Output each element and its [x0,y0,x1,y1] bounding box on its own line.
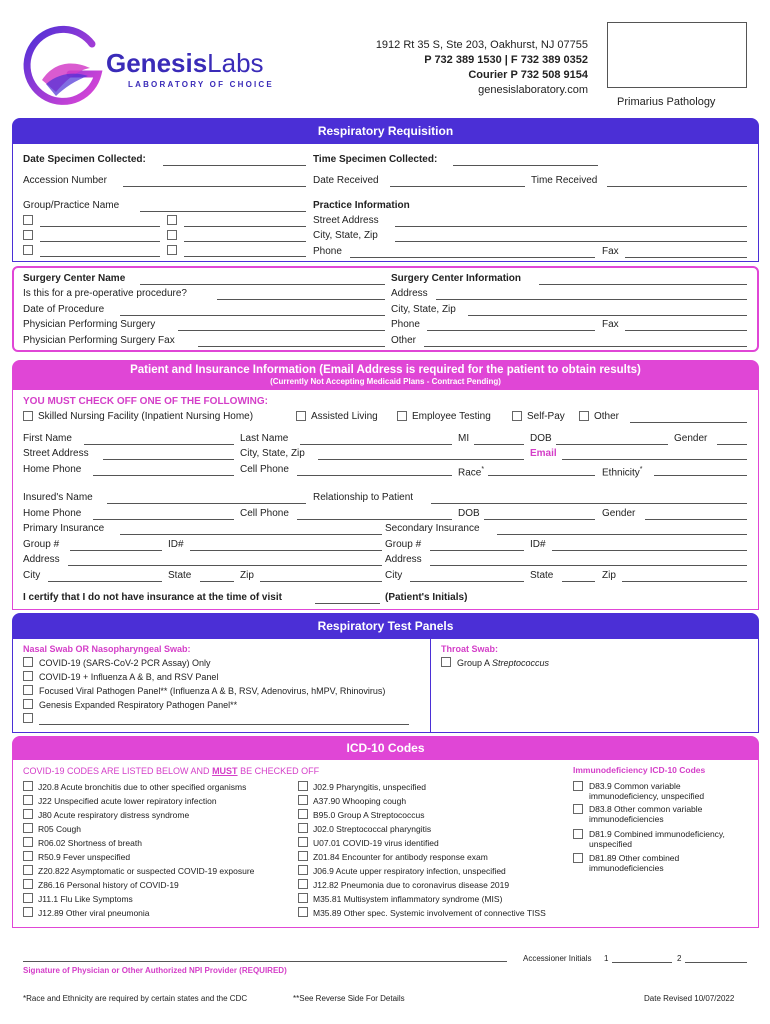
date-procedure-label: Date of Procedure [23,304,105,315]
icd-general-label: J12.82 Pneumonia due to coronavirus disease 2019 [313,880,510,890]
group-line-1b[interactable] [184,226,306,227]
secondary-id-label: ID# [530,539,546,550]
group-checkbox-2b[interactable] [167,230,177,240]
icd-immuno-label: unspecified [589,839,633,849]
group-checkbox-3a[interactable] [23,245,33,255]
immuno-title: Immunodeficiency ICD-10 Codes [573,765,706,775]
physician-label: Physician Performing Surgery [23,319,156,330]
group-checkbox-1a[interactable] [23,215,33,225]
patient-city-field[interactable] [318,459,524,460]
primary-id-field[interactable] [190,550,382,551]
option-employee-label: Employee Testing [412,411,491,422]
physician-fax-field[interactable] [198,346,385,347]
insured-name-field[interactable] [107,503,306,504]
icd-immuno-label: D83.8 Other common variable [589,804,703,814]
date-received-field[interactable] [390,186,525,187]
icd-general-label: Z01.84 Encounter for antibody response exam [313,852,488,862]
icd-covid-label: J22 Unspecified acute lower repiratory infection [38,796,217,806]
ins-dob-label: DOB [458,508,480,519]
option-other-label: Other [594,411,620,422]
secondary-group-label: Group # [385,539,422,550]
option-assisted-label: Assisted Living [311,411,378,422]
option-other-field[interactable] [630,422,747,423]
surgery-phone-label: Phone [391,319,420,330]
icd-general-label: M35.89 Other spec. Systemic involvement of connective TISS [313,908,546,918]
lab-contact [376,38,588,98]
surgery-fax-label: Fax [602,319,619,330]
date-revised: Date Revised 10/07/2022 [644,994,735,1003]
icd-immuno-label: D81.9 Combined immunodeficiency, [589,829,725,839]
date-received-label: Date Received [313,175,379,186]
logo-tagline: LABORATORY OF CHOICE [128,80,274,89]
race-text: Race [458,467,482,479]
icd-general-checkbox[interactable] [298,893,308,903]
secondary-city-field[interactable] [410,581,524,582]
primary-zip-label: Zip [240,570,254,581]
primary-address-field[interactable] [68,565,382,566]
dob-label: DOB [530,433,552,444]
icd-immuno-checkbox[interactable] [573,853,583,863]
preop-label: Is this for a pre-operative procedure? [23,288,187,299]
icd-general-checkbox[interactable] [298,781,308,791]
icd-general-checkbox[interactable] [298,865,308,875]
reverse-footnote: **See Reverse Side For Details [293,994,405,1003]
surgery-fax-field[interactable] [625,330,747,331]
surgery-city-label: City, State, Zip [391,304,456,315]
icd-covid-checkbox[interactable] [23,823,33,833]
icd-general-label: J02.9 Pharyngitis, unspecified [313,782,426,792]
pathology-box [607,22,747,88]
accessioner-1-field[interactable] [612,962,672,963]
primary-ins-label: Primary Insurance [23,523,105,534]
ins-cell-phone-label: Cell Phone [240,508,289,519]
icd-general-label: A37.90 Whooping cough [313,796,407,806]
ins-gender-label: Gender [602,508,636,519]
secondary-address-field[interactable] [430,565,747,566]
patient-city-label: City, State, Zip [240,448,305,459]
surgery-other-label: Other [391,335,417,346]
group-line-3a[interactable] [40,256,160,257]
pathology-caption: Primarius Pathology [617,96,716,108]
logo-name-bold: Genesis [106,48,208,78]
surgery-info-label: Surgery Center Information [391,273,522,284]
nasal-item-4-checkbox[interactable] [23,699,33,709]
primary-group-label: Group # [23,539,60,550]
icd-covid-checkbox[interactable] [23,837,33,847]
relationship-label: Relationship to Patient [313,492,414,503]
patient-band [12,360,759,390]
ethnicity-text: Ethnicity [602,467,640,479]
date-collected-label: Date Specimen Collected: [23,154,146,165]
option-selfpay-label: Self-Pay [527,411,565,422]
home-phone-field[interactable] [93,475,234,476]
insured-name-label: Insured's Name [23,492,93,503]
surgery-other-field[interactable] [424,346,747,347]
must-check-label: YOU MUST CHECK OFF ONE OF THE FOLLOWING: [23,396,268,407]
option-employee-checkbox[interactable] [397,411,407,421]
icd-covid-label: J11.1 Flu Like Symptoms [38,894,133,904]
logo [20,22,300,112]
logo-name-light: Labs [207,48,264,78]
icd-immuno-checkbox[interactable] [573,829,583,839]
icd-covid-checkbox[interactable] [23,851,33,861]
throat-item-checkbox[interactable] [441,657,451,667]
option-assisted-checkbox[interactable] [296,411,306,421]
icd-general-checkbox[interactable] [298,795,308,805]
throat-item-label [457,657,549,669]
icd-general-checkbox[interactable] [298,837,308,847]
icd-covid-checkbox[interactable] [23,865,33,875]
panels-divider [430,639,431,733]
mi-field[interactable] [474,444,524,445]
practice-phone-field[interactable] [350,257,595,258]
icd-general-label: M35.81 Multisystem inflammatory syndrome (MIS) [313,894,503,904]
ethnicity-field[interactable] [654,475,747,476]
time-received-field[interactable] [607,186,747,187]
icd-general-checkbox[interactable] [298,809,308,819]
primary-address-label: Address [23,554,60,565]
secondary-id-field[interactable] [552,550,747,551]
surgery-phone-field[interactable] [427,330,595,331]
signature-field[interactable] [23,961,507,962]
primary-id-label: ID# [168,539,184,550]
nasal-item-4-label: Genesis Expanded Respiratory Pathogen Panel** [39,700,238,710]
icd-immuno-label: D83.9 Common variable [589,781,681,791]
icd-general-label: U07.01 COVID-19 virus identified [313,838,439,848]
accession-field[interactable] [123,186,306,187]
icd-general-label: J06.9 Acute upper respiratory infection, unspecified [313,866,506,876]
secondary-zip-field[interactable] [622,581,747,582]
option-snf-label: Skilled Nursing Facility (Inpatient Nursing Home) [38,411,254,422]
race-label [458,464,484,479]
panels-band: Respiratory Test Panels [12,613,759,639]
group-line-2b[interactable] [184,241,306,242]
genesis-logo-icon [20,22,110,112]
secondary-city-label: City [385,570,403,581]
patient-street-field[interactable] [103,459,234,460]
preop-field[interactable] [217,299,385,300]
icd-immuno-label: immunodeficiencies [589,863,664,873]
icd-general-checkbox[interactable] [298,907,308,917]
option-snf-checkbox[interactable] [23,411,33,421]
icd-immuno-checkbox[interactable] [573,804,583,814]
icd-covid-label: R50.9 Fever unspecified [38,852,131,862]
email-field[interactable] [562,459,747,460]
surgery-city-field[interactable] [468,315,747,316]
accessioner-2-label: 2 [677,954,682,963]
option-other-checkbox[interactable] [579,411,589,421]
relationship-field[interactable] [431,503,747,504]
race-footnote: *Race and Ethnicity are required by certain states and the CDC [23,994,248,1003]
lab-phone-fax: P 732 389 1530 | F 732 389 0352 [424,54,588,66]
mi-label: MI [458,433,470,444]
first-name-field[interactable] [84,444,234,445]
patient-subtitle: (Currently Not Accepting Medicaid Plans - Contract Pending) [270,377,501,386]
group-checkbox-3b[interactable] [167,245,177,255]
accessioner-2-field[interactable] [685,962,747,963]
group-practice-field[interactable] [140,211,306,212]
race-asterisk: * [481,466,485,473]
icd-covid-checkbox[interactable] [23,795,33,805]
icd-general-checkbox[interactable] [298,823,308,833]
ins-cell-phone-field[interactable] [297,519,452,520]
practice-street-label: Street Address [313,215,379,226]
group-checkbox-1b[interactable] [167,215,177,225]
covid-note-must: MUST [212,766,238,776]
practice-city-label: City, State, Zip [313,230,378,241]
nasal-item-2-checkbox[interactable] [23,671,33,681]
icd-general-checkbox[interactable] [298,851,308,861]
icd-covid-label: J80 Acute respiratory distress syndrome [38,810,190,820]
primary-zip-field[interactable] [260,581,382,582]
practice-fax-label: Fax [602,246,619,257]
throat-item-italic: Streptococcus [492,658,550,668]
nasal-item-other-checkbox[interactable] [23,713,33,723]
nasal-item-1-checkbox[interactable] [23,657,33,667]
primary-ins-field[interactable] [120,534,382,535]
secondary-state-label: State [530,570,554,581]
lab-address: 1912 Rt 35 S, Ste 203, Oakhurst, NJ 07755 [375,39,588,51]
covid-note-b: BE CHECKED OFF [237,766,320,776]
time-collected-field[interactable] [453,165,598,166]
surgery-name-field[interactable] [140,284,385,285]
time-received-label: Time Received [531,175,598,186]
patient-initials-label: (Patient's Initials) [385,592,468,603]
practice-phone-label: Phone [313,246,342,257]
icd-covid-checkbox[interactable] [23,893,33,903]
lab-website: genesislaboratory.com [478,84,588,96]
gender-field[interactable] [717,444,747,445]
date-collected-field[interactable] [163,165,306,166]
icd-covid-label: R06.02 Shortness of breath [38,838,142,848]
signature-label: Signature of Physician or Other Authorized NPI Provider (REQUIRED) [23,966,287,975]
icd-covid-checkbox[interactable] [23,907,33,917]
nasal-item-other-field[interactable] [39,724,409,725]
ins-home-phone-field[interactable] [93,519,234,520]
group-line-3b[interactable] [184,256,306,257]
surgery-name-label: Surgery Center Name [23,273,126,284]
icd-covid-label: J12.89 Other viral pneumonia [38,908,150,918]
secondary-address-label: Address [385,554,422,565]
icd-covid-label: Z86.16 Personal history of COVID-19 [38,880,179,890]
ins-dob-field[interactable] [484,519,595,520]
practice-street-field[interactable] [395,226,747,227]
accessioner-label: Accessioner Initials [523,954,592,963]
nasal-item-3-label: Focused Viral Pathogen Panel** (Influenza A & B, RSV, Adenovirus, hMPV, Rhinovirus) [39,686,386,696]
throat-item-text: Group A [457,658,493,668]
accession-label: Accession Number [23,175,107,186]
icd-general-label: J02.0 Streptococcal pharyngitis [313,824,432,834]
time-collected-label: Time Specimen Collected: [313,154,438,165]
secondary-group-field[interactable] [430,550,524,551]
secondary-state-field[interactable] [562,581,595,582]
icd-band: ICD-10 Codes [12,736,759,760]
icd-covid-checkbox[interactable] [23,879,33,889]
practice-city-field[interactable] [395,241,747,242]
email-label: Email [530,448,557,459]
surgery-address-field[interactable] [436,299,747,300]
icd-immuno-label: D81.89 Other combined [589,853,680,863]
covid-note-a: COVID-19 CODES ARE LISTED BELOW AND [23,766,213,776]
primary-city-label: City [23,570,41,581]
gender-label: Gender [674,433,708,444]
icd-general-checkbox[interactable] [298,879,308,889]
icd-immuno-label: immunodeficiencies [589,814,664,824]
primary-group-field[interactable] [70,550,162,551]
nasal-item-2-label: COVID-19 + Influenza A & B, and RSV Panel [39,672,219,682]
certify-label: I certify that I do not have insurance at the time of visit [23,592,282,603]
requisition-band: Respiratory Requisition [12,118,759,144]
dob-field[interactable] [556,444,668,445]
icd-general-label: B95.0 Group A Streptococcus [313,810,425,820]
icd-covid-label: J20.8 Acute bronchitis due to other specified organisms [38,782,247,792]
throat-swab-label: Throat Swab: [441,644,499,654]
cell-phone-label: Cell Phone [240,464,289,475]
covid-note [23,765,319,777]
date-procedure-field[interactable] [120,315,385,316]
physician-field[interactable] [178,330,385,331]
group-line-2a[interactable] [40,241,160,242]
certify-initials-field[interactable] [315,603,380,604]
nasal-item-1-label: COVID-19 (SARS-CoV-2 PCR Assay) Only [39,658,211,668]
surgery-address-label: Address [391,288,428,299]
patient-street-label: Street Address [23,448,89,459]
icd-immuno-checkbox[interactable] [573,781,583,791]
secondary-ins-field[interactable] [497,534,747,535]
primary-city-field[interactable] [48,581,162,582]
group-line-1a[interactable] [40,226,160,227]
secondary-ins-label: Secondary Insurance [385,523,480,534]
race-field[interactable] [488,475,595,476]
cell-phone-field[interactable] [297,475,452,476]
icd-immuno-label: immunodeficiency, unspecified [589,791,705,801]
ins-home-phone-label: Home Phone [23,508,82,519]
secondary-zip-label: Zip [602,570,616,581]
icd-covid-checkbox[interactable] [23,781,33,791]
group-practice-label: Group/Practice Name [23,200,120,211]
icd-covid-label: Z20.822 Asymptomatic or suspected COVID-19 exposure [38,866,255,876]
option-selfpay-checkbox[interactable] [512,411,522,421]
nasal-swab-label: Nasal Swab OR Nasopharyngeal Swab: [23,644,191,654]
physician-fax-label: Physician Performing Surgery Fax [23,335,175,346]
practice-fax-field[interactable] [625,257,747,258]
ethnicity-label [602,464,643,479]
nasal-item-3-checkbox[interactable] [23,685,33,695]
practice-info-label: Practice Information [313,200,410,211]
first-name-label: First Name [23,433,72,444]
icd-covid-checkbox[interactable] [23,809,33,819]
last-name-label: Last Name [240,433,289,444]
primary-state-label: State [168,570,192,581]
ethnicity-asterisk: * [639,466,643,473]
surgery-info-field[interactable] [539,284,747,285]
lab-courier: Courier P 732 508 9154 [468,69,588,81]
primary-state-field[interactable] [200,581,234,582]
icd-covid-label: R05 Cough [38,824,82,834]
ins-gender-field[interactable] [645,519,747,520]
accessioner-1-label: 1 [604,954,609,963]
home-phone-label: Home Phone [23,464,82,475]
group-checkbox-2a[interactable] [23,230,33,240]
last-name-field[interactable] [300,444,452,445]
patient-title: Patient and Insurance Information (Email Address is required for the patient to obtain results) [130,364,641,376]
